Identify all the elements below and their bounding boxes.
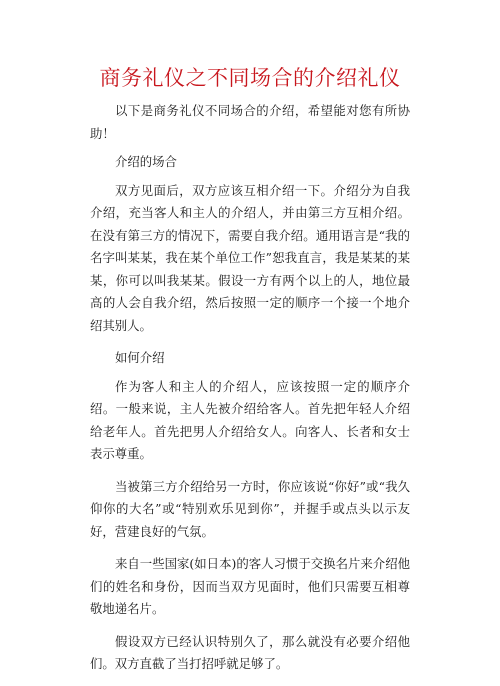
paragraph-acquainted: 假设双方已经认识特别久了，那么就没有必要介绍他们。双方直截了当打招呼就足够了。 — [90, 633, 410, 671]
section-heading-how: 如何介绍 — [115, 350, 165, 365]
section-heading-occasion: 介绍的场合 — [115, 154, 177, 169]
paragraph-occasion: 双方见面后，双方应该互相介绍一下。介绍分为自我介绍，充当客人和主人的介绍人，并由第三方互相介绍。在没有第三方的情况下，需要自我介绍。通用语言是“我的名字叫某某，我在某个单位工作”恕我直言，我是某某的某某，你可以叫我某某。假设一方有两个以上的人，地位最高的人会自我介绍，然后按照一定的顺序一个接一个地介绍其别人。 — [90, 182, 410, 333]
paragraph-third-party: 当被第三方介绍给另一方时，你应该说“你好”或“我久仰你的大名”或“特别欢乐见到你”，并握手或点头以示友好，营建良好的气氛。 — [90, 478, 410, 539]
intro-paragraph: 以下是商务礼仪不同场合的介绍，希望能对您有所协助！ — [90, 103, 410, 141]
document-body — [90, 100, 410, 686]
paragraph-order: 作为客人和主人的介绍人，应该按照一定的顺序介绍。一般来说，主人先被介绍给客人。首先把年轻人介绍给老年人。首先把男人介绍给女人。向客人、长者和女士表示尊重。 — [90, 378, 410, 461]
paragraph-business-cards: 来自一些国家(如日本)的客人习惯于交换名片来介绍他们的姓名和身份，因而当双方见面时，他们只需要互相尊敬地递名片。 — [90, 556, 410, 616]
document-title: 商务礼仪之不同场合的介绍礼仪 — [99, 66, 401, 90]
